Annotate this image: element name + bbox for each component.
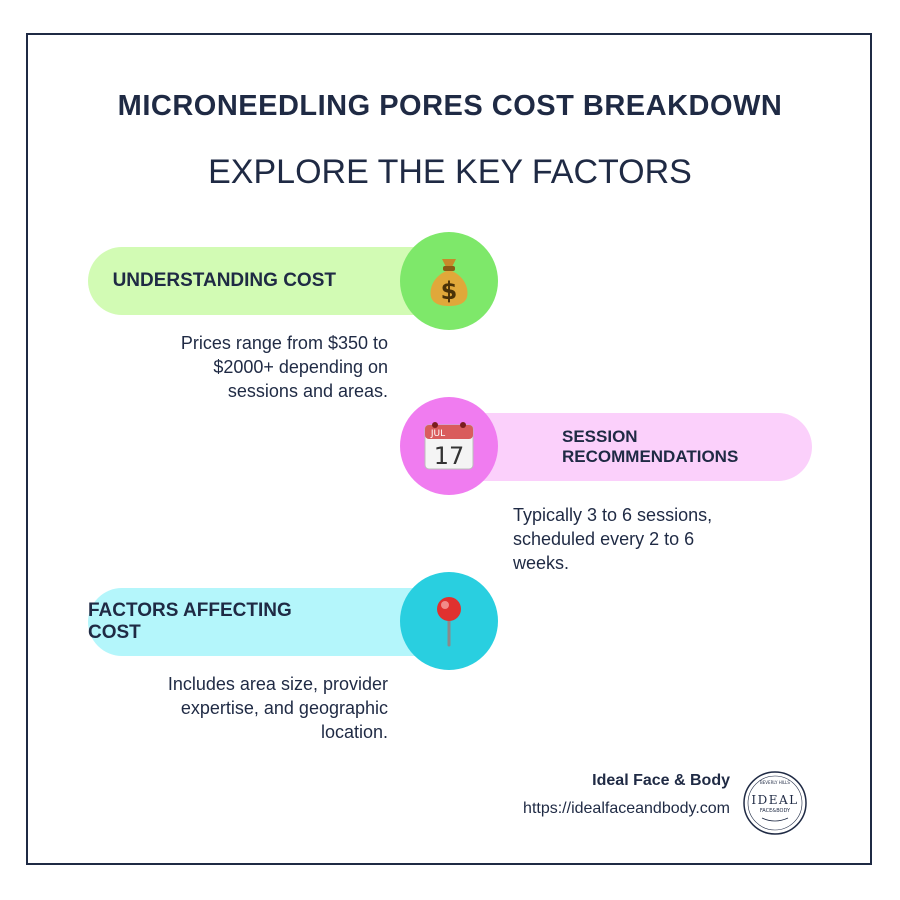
session-recommendations-pill <box>448 413 812 481</box>
description-line: $2000+ depending on <box>213 357 388 377</box>
section-heading: SESSION RECOMMENDATIONS <box>562 427 739 466</box>
description-line: Prices range from $350 to <box>180 333 388 353</box>
money-bag-icon <box>427 255 471 307</box>
understanding-cost-pill <box>88 247 448 315</box>
svg-text:$: $ <box>440 277 458 305</box>
session-recommendations-description <box>513 503 813 575</box>
understanding-cost-description <box>88 331 388 403</box>
section-heading: UNDERSTANDING COST <box>112 270 336 291</box>
description-line: location. <box>320 722 388 742</box>
calendar-month: JUL <box>430 429 446 439</box>
section-heading: FACTORS AFFECTING COST <box>88 600 292 643</box>
calendar-icon-circle <box>400 397 498 495</box>
pushpin-icon <box>432 595 466 647</box>
brand-name: Ideal Face & Body <box>592 772 730 789</box>
factors-affecting-cost-pill <box>88 588 448 656</box>
page-title: MICRONEEDLING PORES COST BREAKDOWN <box>117 90 783 122</box>
money-bag-icon-circle <box>400 232 498 330</box>
logo-sub-text: FACE&BODY <box>759 808 791 814</box>
description-line: expertise, and geographic <box>180 698 388 718</box>
factors-affecting-cost-description <box>88 672 388 744</box>
page-subtitle: EXPLORE THE KEY FACTORS <box>208 153 692 191</box>
pushpin-icon-circle <box>400 572 498 670</box>
brand-url[interactable]: https://idealfaceandbody.com <box>523 800 730 817</box>
description-line: weeks. <box>513 553 570 573</box>
description-line: sessions and areas. <box>227 381 388 401</box>
calendar-icon <box>423 421 475 471</box>
description-line: Includes area size, provider <box>167 674 388 694</box>
description-line: Typically 3 to 6 sessions, <box>513 505 713 525</box>
brand-logo <box>742 770 808 836</box>
description-line: scheduled every 2 to 6 <box>513 529 695 549</box>
logo-top-text: BEVERLY HILLS <box>760 780 790 785</box>
calendar-day: 17 <box>433 442 465 470</box>
logo-main-text: IDEAL <box>751 793 799 807</box>
